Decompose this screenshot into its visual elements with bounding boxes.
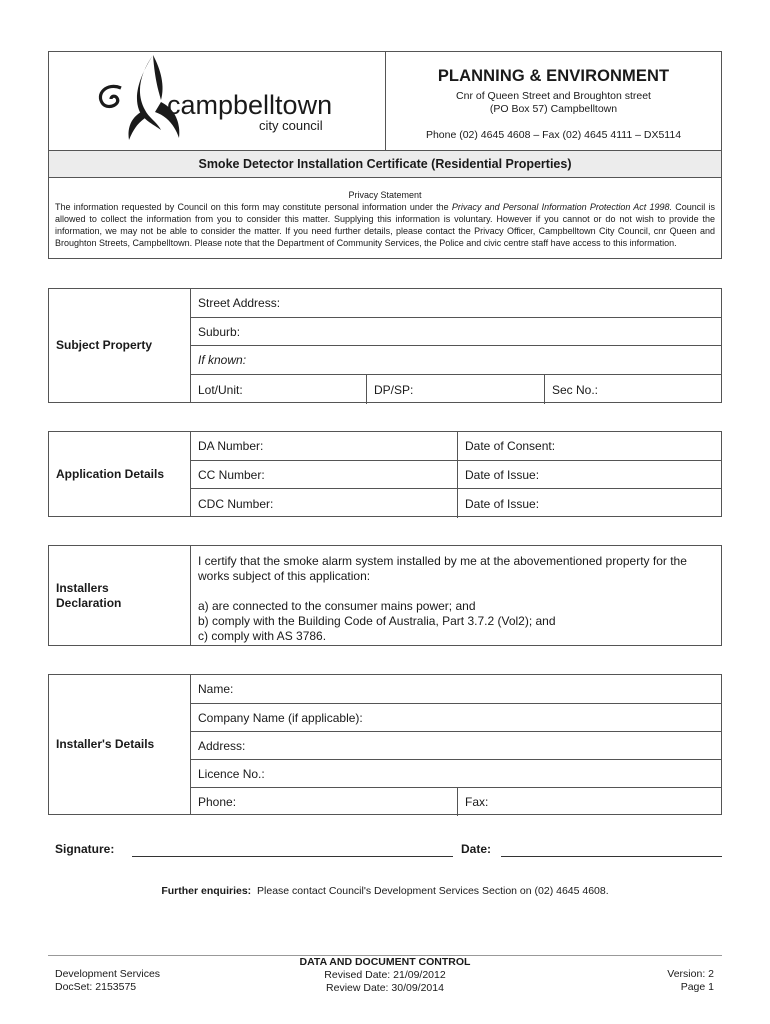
footer-doc-control-title: DATA AND DOCUMENT CONTROL [299, 956, 471, 968]
footer-department: Development Services [55, 968, 161, 980]
lot-unit-field[interactable] [191, 375, 366, 404]
application-details-section [48, 431, 722, 517]
footer-version: Version: 2 [667, 968, 714, 980]
declaration-intro: I certify that the smoke alarm system installed by me at the abovementioned property for the works subject of this application: [198, 554, 687, 583]
application-row [191, 432, 721, 461]
date-of-consent-label: Date of Consent: [465, 439, 556, 453]
if-known-label: If known: [198, 353, 247, 367]
privacy-title: Privacy Statement [348, 190, 422, 200]
installers-declaration-section [48, 545, 722, 646]
logo-subtitle: city council [259, 118, 323, 133]
suburb-row[interactable] [191, 318, 721, 346]
cdc-number-label: CDC Number: [198, 496, 274, 511]
subject-property-section [48, 288, 722, 403]
department-title: PLANNING & ENVIRONMENT [437, 67, 670, 85]
da-number-field[interactable] [191, 432, 457, 460]
logo-wordmark: campbelltown [167, 90, 333, 120]
enquiries-label: Further enquiries: [161, 885, 252, 897]
signature-label: Signature: [55, 842, 115, 856]
installer-details-label: Installer's Details [49, 675, 191, 814]
signature-line[interactable] [132, 856, 453, 857]
dp-sp-field[interactable] [366, 375, 544, 404]
address-line-1: Cnr of Queen Street and Broughton street [456, 90, 651, 102]
cc-number-label: CC Number: [198, 467, 265, 482]
installer-details-section [48, 674, 722, 815]
cc-number-field[interactable] [191, 461, 457, 488]
declaration-item: a) are connected to the consumer mains power; and [198, 599, 476, 613]
privacy-text [55, 201, 715, 249]
cc-date-of-issue-label: Date of Issue: [465, 467, 540, 482]
council-info [386, 52, 721, 150]
phone-label: Phone: [198, 795, 237, 809]
installer-name-label: Name: [198, 682, 234, 696]
application-details-label: Application Details [49, 432, 191, 516]
date-of-consent-field[interactable] [457, 432, 721, 460]
company-name-row[interactable] [191, 704, 721, 732]
footer-review-date: Review Date: 30/09/2014 [326, 982, 444, 994]
declaration-text [198, 554, 715, 644]
declaration-label-line2: Declaration [56, 595, 122, 610]
declaration-item: b) comply with the Building Code of Australia, Part 3.7.2 (Vol2); and [198, 614, 556, 628]
address-line-2: (PO Box 57) Campbelltown [489, 103, 618, 115]
date-label: Date: [461, 842, 492, 856]
phone-fax-row [191, 788, 721, 816]
campbelltown-logo [49, 52, 386, 150]
application-row [191, 461, 721, 489]
installer-address-label: Address: [198, 738, 246, 753]
footer-revised-date: Revised Date: 21/09/2012 [324, 969, 446, 981]
declaration-label-line1: Installers [56, 580, 109, 595]
form-header [48, 51, 722, 259]
further-enquiries [0, 885, 770, 897]
certificate-title: Smoke Detector Installation Certificate (Residential Properties) [49, 150, 721, 178]
enquiries-text: Please contact Council's Development Services Section on (02) 4645 4608. [257, 885, 609, 897]
footer-left [55, 968, 160, 994]
sec-no-field[interactable] [544, 375, 721, 404]
privacy-act-name: Privacy and Personal Information Protection Act 1998. [451, 202, 673, 212]
suburb-label: Suburb: [198, 324, 241, 339]
subject-property-label: Subject Property [49, 289, 191, 402]
licence-label: Licence No.: [198, 766, 265, 781]
installer-address-row[interactable] [191, 732, 721, 760]
fax-field[interactable] [457, 788, 721, 816]
lot-unit-label: Lot/Unit: [198, 382, 243, 397]
da-number-label: DA Number: [198, 439, 264, 453]
lot-dp-sec-row [191, 375, 721, 404]
licence-row[interactable] [191, 760, 721, 788]
sec-no-label: Sec No.: [552, 382, 599, 397]
cc-date-of-issue-field[interactable] [457, 461, 721, 488]
footer-page-number: Page 1 [680, 981, 714, 993]
if-known-row [191, 346, 721, 375]
date-line[interactable] [501, 856, 722, 857]
logo-cell [49, 52, 386, 150]
declaration-item: c) comply with AS 3786. [198, 629, 327, 643]
street-address-label: Street Address: [198, 296, 281, 310]
installer-name-row[interactable] [191, 675, 721, 704]
contact-line: Phone (02) 4645 4608 – Fax (02) 4645 4111 – DX5114 [425, 129, 682, 141]
installers-declaration-label [49, 546, 191, 645]
street-address-row[interactable] [191, 289, 721, 318]
cdc-number-field[interactable] [191, 489, 457, 518]
privacy-text-part2: Council is allowed to collect the information from you to consider this matter. Supplying this information is voluntary. However if you cannot or do not wish to provide the information, we may not be able to consider the matter. If you need further details, please contact the Privacy Officer, Campbelltown City Council, cnr Queen and Broughton Streets, Campbelltown. Please note that the Department of Community Services, the Police and civic centre staff have access to this information. [55, 202, 716, 248]
footer-right [667, 968, 714, 994]
phone-field[interactable] [191, 788, 457, 816]
application-row [191, 489, 721, 518]
cdc-date-of-issue-field[interactable] [457, 489, 721, 518]
cdc-date-of-issue-label: Date of Issue: [465, 496, 540, 511]
footer-center [235, 956, 535, 995]
company-name-label: Company Name (if applicable): [198, 710, 363, 725]
dp-sp-label: DP/SP: [374, 382, 414, 397]
fax-label: Fax: [465, 795, 489, 809]
footer-docset: DocSet: 2153575 [55, 981, 137, 993]
privacy-statement [49, 178, 721, 258]
privacy-text-part1: The information requested by Council on this form may constitute personal information under the [55, 202, 452, 212]
